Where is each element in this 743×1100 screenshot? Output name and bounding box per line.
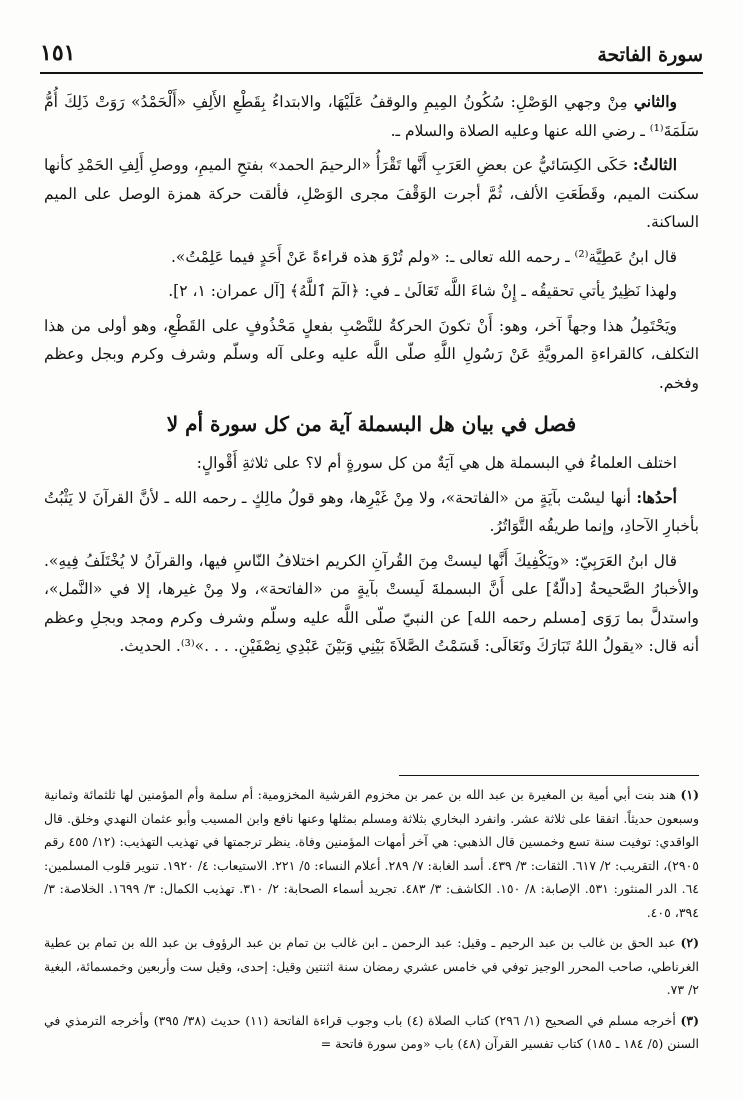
section-title: فصل في بيان هل البسملة آية من كل سورة أم لا [166, 412, 577, 436]
footnote-number: (١) [680, 787, 699, 802]
paragraph [44, 243, 699, 272]
paragraph [44, 547, 699, 661]
paragraph-text: أنها ليسْت بآيَةٍ من «الفاتحة»، ولا مِنْ غَيْرِها، وهو قولُ مالِكٍ ـ رحمه الله ـ لأنَّ القرآنَ لا يَثْبُتُ بأخبارِ الآحادِ، وإنما طريقُه التَّوَاتُرُ. [44, 488, 699, 535]
paragraph [44, 449, 699, 478]
paragraph [44, 277, 699, 306]
footnote [44, 783, 699, 924]
paragraph-text: اختلف العلماءُ في البسملة هل هي آيَةٌ من كل سورةٍ أم لا؟ على ثلاثةِ أَقْوالٍ: [196, 454, 677, 472]
footnote-text: هند بنت أبي أمية بن المغيرة بن عبد الله بن عمر بن مخزوم القرشية المخزومية: أم سلمة وأم المؤمنين لها ثلثمائة وثمانية وسبعون حديثاً. اتفقا على ثلاثة عشر. وانفرد البخاري بثلاثة ومسلم بمثلها وعنها نافع وابن المسيب وأبو عثمان النهدي وخلق. قال الواقدي: توفيت سنة تسع وخمسين قال الذهبي: هي آخر أمهات المؤمنين وفاة. ينظر ترجمتها في تهذيب التهذيب: (١٢/ ٤٥٥ رقم ٢٩٠٥)، التقريب: ٢/ ٦١٧. الثقات: ٣/ ٤٣٩. أسد الغابة: ٧/ ٢٨٩. أعلام النساء: ٥/ ٢٢١. الاستيعاب: ٤/ ١٩٢٠. تنوير قلوب المسلمين: ٦٤. الدر المنثور: ٥٣١. الإصابة: ٨/ ١٥٠. الكاشف: ٣/ ٤٨٣. تجريد أسماء الصحابة: ٢/ ٣١٠. تهذيب الكمال: ٣/ ١٦٩٩. الخلاصة: ٣/ ٣٩٤، ٤٠٥. [44, 787, 700, 920]
paragraph-lead: الثالثُ: [632, 155, 677, 174]
paragraph-text: ويَحْتَمِلُ هذا وجهاً آخر، وهو: أَنْ تكونَ الحركةُ للنَّصْبِ بفعلٍ مَحْذُوفٍ على القَطْعِ، وهو أولى من هذا التكلف، كالقراءةِ المرويَّةِ عَنْ رَسُولِ اللَّهِ صلّى اللَّه عليه وعلى آله وسلّم وشرف وكرم وبجل وعظم وفخم. [44, 316, 699, 392]
paragraph-text: قال ابنُ العَرَبِيّ: «ويَكْفِيكَ أَنَّها ليستْ مِنَ القُرآنِ الكريم اختلافُ النّاسِ فيها، والقرآنُ لا يُخْتَلَفُ فِيهِ». والأخبارُ الصَّحيحةُ [دالّةٌ] على أَنَّ البسملةَ لَيستْ بآيةٍ من «الفاتحة»، ولا مِنْ غيرها، إلا في «النَّمل»، واستدلَّ بما رَوَى [مسلم رحمه الله] عن النبيّ صلّى اللَّه عليه وسلّم وشرف وكرم ومجد وبجلِ وعظم أنه قال: «يقولُ اللهُ تَبَارَكَ وتَعَالَى: قَسَمْتُ الصَّلاَةَ بَيْنِي وَبَيْنَ عَبْدِي نِصْفَيْنِ. . . .»⁽³⁾. الحديث. [44, 551, 699, 655]
footnote-divider [399, 775, 699, 776]
main-text [44, 88, 699, 667]
footnotes [44, 783, 699, 1063]
paragraph-text: مِنْ وجهي الوَصْلِ: سُكُونُ المِيمِ والوقفُ عَلَيْهَا، والابتداءُ بِقَطْعِ الأَلِفِ «أَلْحَمْدُ» رَوَتْ ذَلِكَ أُمُّ سَلَمَةَ⁽¹⁾ ـ رضي الله عنها وعليه الصلاة والسلام ـ. [44, 93, 699, 140]
footnote-number: (٢) [680, 935, 699, 950]
paragraph-text: ولهذا نَظِيرٌ يأتي تحقيقُه ـ إِنْ شاءَ اللَّه تَعَالَىٰ ـ في: ﴿الٓمٓ ٱللَّهُ﴾ [آل عمران: ١، ٢]. [168, 282, 677, 300]
footnote-text: عبد الحق بن غالب بن عبد الرحيم ـ وقيل: عبد الرحمن ـ ابن غالب بن تمام بن عبد الرؤوف بن عبد الله بن تمام بن عطية الغرناطي، صاحب المحرر الوجيز توفي في خامس عشري رمضان سنة اثنتين وقيل: إحدى، وقيل ست وأربعين وخمسمائة، البغية ٢/ ٧٣. [44, 935, 699, 997]
page-header [40, 38, 703, 74]
paragraph-text: قال ابنُ عَطِيَّة⁽²⁾ ـ رحمه الله تعالى ـ: «ولم تُرْوَ هذه قراءةً عَنْ أَحَدٍ فيما عَلِمْتُ». [170, 247, 677, 266]
paragraph [44, 312, 699, 398]
paragraph-lead: والثاني [633, 92, 677, 111]
paragraph [44, 151, 699, 237]
paragraph-lead: أحدُها: [636, 487, 677, 507]
footnote-text: أخرجه مسلم في الصحيح (١/ ٢٩٦) كتاب الصلاة (٤) باب وجوب قراءة الفاتحة (١١) حديث (٣٨/ ٣٩٥) وأخرجه الترمذي في السنن (٥/ ١٨٤ ـ ١٨٥) كتاب تفسير القرآن (٤٨) باب «ومن سورة فاتحة = [44, 1012, 699, 1051]
page-number: ١٥١ [40, 40, 76, 66]
surah-title: سورة الفاتحة [597, 44, 703, 66]
footnote [44, 1009, 699, 1056]
footnote-number: (٣) [680, 1012, 699, 1028]
paragraph-text: حَكَى الكِسَائيُّ عن بعضِ العَرَبِ أَنَّها تَقْرَأُ «الرحيمَ الحمد» بفتحِ الميمِ، ووصلِ أَلِفِ الحَمْدِ كأنها سكنت الميم، وقَطَعَتِ الألف، ثُمَّ أجرت الوَقْفَ مجرى الوَصْلِ، فألقت حركة همزة الوصل على الميم الساكنة. [44, 156, 699, 231]
paragraph [44, 88, 699, 145]
footnote [44, 931, 699, 1002]
paragraph [44, 484, 699, 541]
